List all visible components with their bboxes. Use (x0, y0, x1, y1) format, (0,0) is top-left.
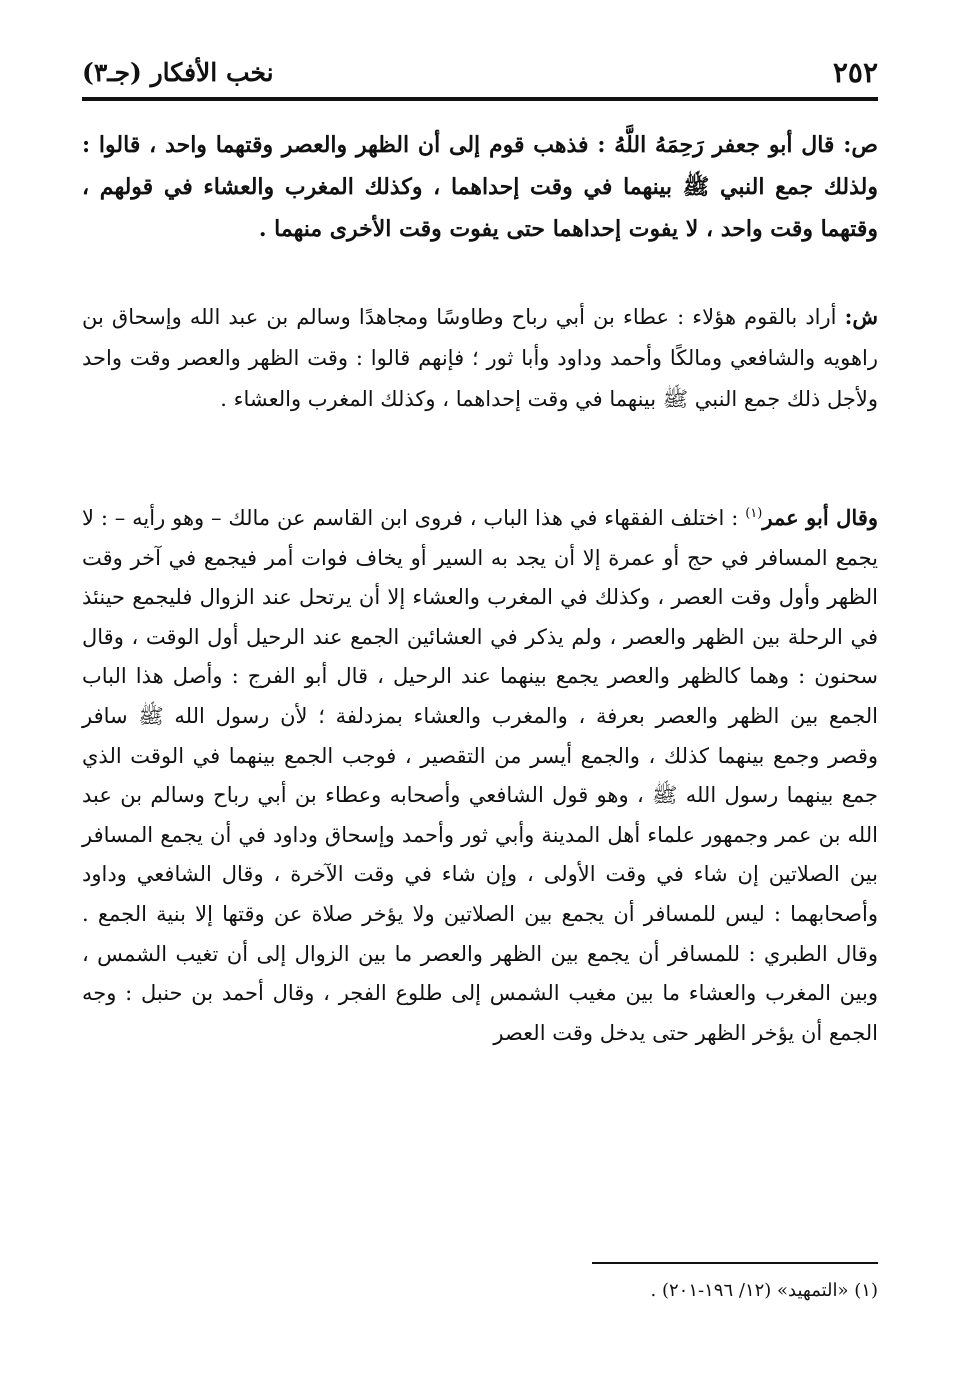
sharh-label: ش: (844, 304, 878, 329)
matn-paragraph (82, 124, 878, 250)
sharh-paragraph-1 (82, 296, 878, 420)
matn-text: قال أبو جعفر رَحِمَهُ اللَّهُ : فذهب قوم إلى أن الظهر والعصر وقتهما واحد ، قالوا : ولذلك جمع النبي ﷺ بينهما في وقت إحداهما ، وكذلك المغرب والعشاء في قولهم ، وقتهما وقت واحد ، لا يفوت إحداهما حتى يفوت وقت الأخرى منهما . (82, 132, 878, 242)
footnote-rule (592, 1262, 878, 1264)
running-title: نخب الأفكار (جـ٣) (82, 57, 274, 87)
running-header (82, 50, 878, 94)
header-rule (82, 97, 878, 101)
sharh-paragraph-2 (82, 498, 878, 1053)
page-number: ٢٥٢ (832, 55, 878, 89)
footnote: (١) «التمهيد» (١٢/ ١٩٦-٢٠١) . (650, 1280, 878, 1301)
sharh-text-1: أراد بالقوم هؤلاء : عطاء بن أبي رباح وطاوسًا ومجاهدًا وسالم بن عبد الله وإسحاق بن راهويه والشافعي ومالكًا وأحمد وداود وأبا ثور ؛ فإنهم قالوا : وقت الظهر والعصر وقت واحد ولأجل ذلك جمع النبي ﷺ بينهما في وقت إحداهما ، وكذلك المغرب والعشاء . (82, 305, 878, 411)
footnote-reference[interactable]: (١) (745, 506, 763, 521)
matn-label: ص: (843, 132, 878, 158)
quoted-author: وقال أبو عمر (762, 505, 878, 530)
sharh-text-2: : اختلف الفقهاء في هذا الباب ، فروى ابن القاسم عن مالك – وهو رأيه – : لا يجمع المسافر في حج أو عمرة إلا أن يجد به السير أو يخاف فوات أمر فيجمع في آخر وقت الظهر وأول وقت العصر ، وكذلك في المغرب والعشاء إلا أن يرتحل عند الزوال فليجمع حينئذ في الرحلة بين الظهر والعصر ، ولم يذكر في العشائين الجمع عند الرحيل أول الوقت ، وقال سحنون : وهما كالظهر والعصر يجمع بينهما عند الرحيل ، قال أبو الفرج : وأصل هذا الباب الجمع بين الظهر والعصر بعرفة ، والمغرب والعشاء بمزدلفة ؛ لأن رسول الله ﷺ سافر وقصر وجمع بينهما كذلك ، والجمع أيسر من التقصير ، فوجب الجمع بينهما في الوقت الذي جمع بينهما رسول الله ﷺ ، وهو قول الشافعي وأصحابه وعطاء بن أبي رباح وسالم بن عبد الله بن عمر وجمهور علماء أهل المدينة وأبي ثور وأحمد وإسحاق وداود في أن يجمع المسافر بين الصلاتين إن شاء في وقت الأولى ، وإن شاء في وقت الآخرة ، وقال الشافعي وداود وأصحابهما : ليس للمسافر أن يجمع بين الصلاتين ولا يؤخر صلاة عن وقتها إلا بنية الجمع . وقال الطبري : للمسافر أن يجمع بين الظهر والعصر ما بين الزوال إلى أن تغيب الشمس ، وبين المغرب والعشاء ما بين مغيب الشمس إلى طلوع الفجر ، وقال أحمد بن حنبل : وجه الجمع أن يؤخر الظهر حتى يدخل وقت العصر (82, 506, 878, 1045)
